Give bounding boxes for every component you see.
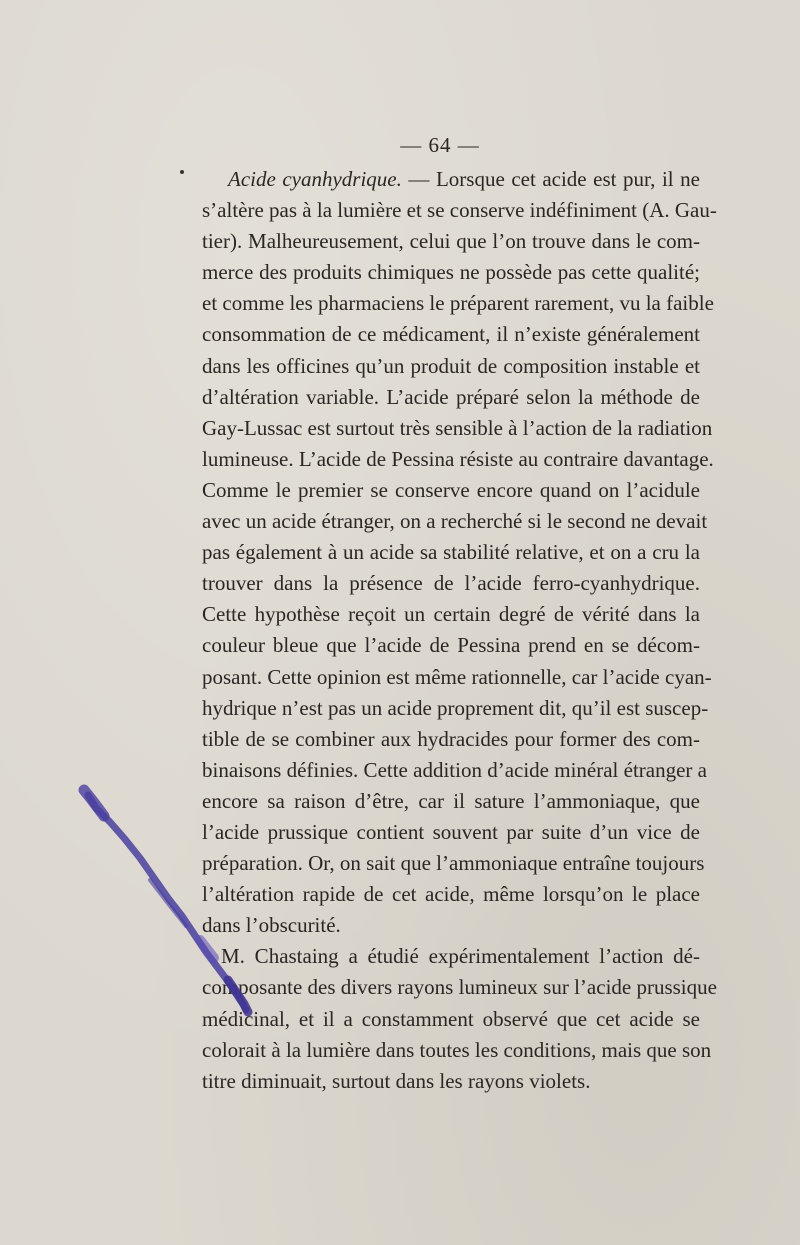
text-line: l’altération rapide de cet acide, même lorsqu’on le place <box>202 882 700 907</box>
section-heading-italic: Acide cyanhydrique. <box>228 167 402 191</box>
text-line: Gay-Lussac est surtout très sensible à l’action de la radiation <box>202 415 713 440</box>
paragraph-2 <box>200 941 717 1096</box>
text-line: titre diminuait, surtout dans les rayons violets. <box>202 1068 591 1093</box>
paragraph-1 <box>200 164 717 941</box>
text-line: lumineuse. L’acide de Pessina résiste au contraire davantage. <box>202 446 714 471</box>
text-line: d’altération variable. L’acide préparé selon la méthode de <box>202 384 700 409</box>
text-line: trouver dans la présence de l’acide ferro-cyanhydrique. <box>202 571 700 596</box>
text-line: pas également à un acide sa stabilité relative, et on a cru la <box>202 540 700 565</box>
text-line: médicinal, et il a constamment observé que cet acide se <box>202 1006 700 1031</box>
page-number: — 64 — <box>400 133 480 157</box>
text-line: M. Chastaing a étudié expérimentalement l’action dé- <box>221 944 700 969</box>
body-text <box>200 164 717 1097</box>
ink-speck <box>180 170 184 174</box>
text-line: Cette hypothèse reçoit un certain degré de vérité dans la <box>202 602 700 627</box>
text-line: avec un acide étranger, on a recherché si le second ne devait <box>202 509 708 534</box>
text-line: colorait à la lumière dans toutes les conditions, mais que son <box>202 1037 712 1062</box>
text-line: encore sa raison d’être, car il sature l’ammoniaque, que <box>202 788 700 813</box>
text-line: s’altère pas à la lumière et se conserve indéfiniment (A. Gau- <box>202 198 717 223</box>
text-line: dans les officines qu’un produit de composition instable et <box>202 353 700 378</box>
text-line: l’acide prussique contient souvent par suite d’un vice de <box>202 819 700 844</box>
text-line <box>200 164 700 195</box>
text-line: composante des divers rayons lumineux sur l’acide prussique <box>202 975 717 1000</box>
text-line: tible de se combiner aux hydracides pour former des com- <box>202 726 700 751</box>
text-line: et comme les pharmaciens le préparent rarement, vu la faible <box>202 291 714 316</box>
text-line: couleur bleue que l’acide de Pessina prend en se décom- <box>202 633 700 658</box>
text-line: dans l’obscurité. <box>202 913 341 938</box>
text-line: consommation de ce médicament, il n’existe généralement <box>202 322 700 347</box>
line-text: — Lorsque cet acide est pur, il ne <box>401 167 701 191</box>
text-line: Comme le premier se conserve encore quand on l’acidule <box>202 477 700 502</box>
text-line: tier). Malheureusement, celui que l’on trouve dans le com- <box>202 229 700 254</box>
text-line: hydrique n’est pas un acide proprement dit, qu’il est suscep- <box>202 695 709 720</box>
text-line: posant. Cette opinion est même rationnelle, car l’acide cyan- <box>202 664 712 689</box>
text-line: merce des produits chimiques ne possède pas cette qualité; <box>202 260 700 285</box>
text-line: préparation. Or, on sait que l’ammoniaque entraîne toujours <box>202 851 705 876</box>
text-line: binaisons définies. Cette addition d’acide minéral étranger a <box>202 757 707 782</box>
